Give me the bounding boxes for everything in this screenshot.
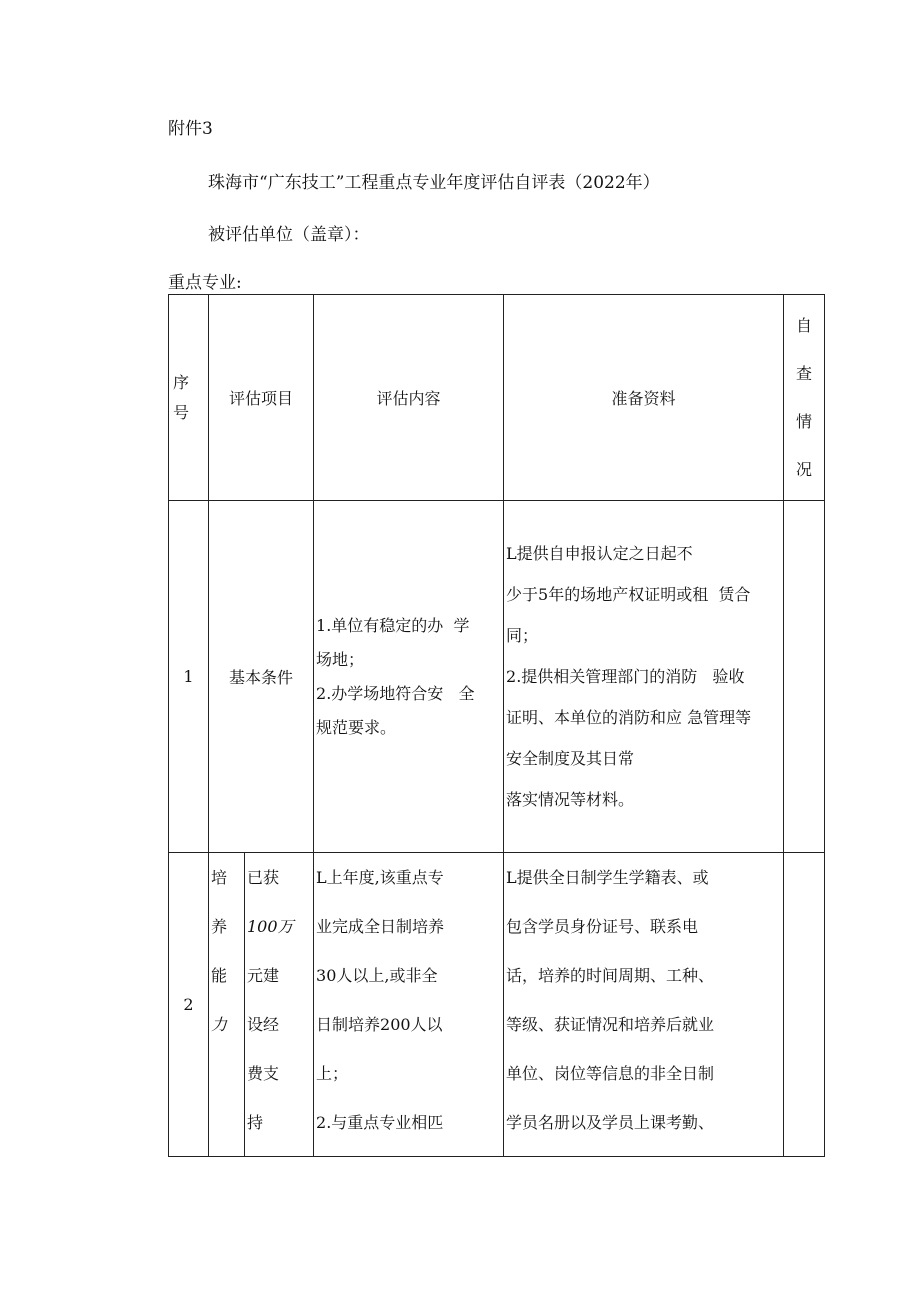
materials-line: 等级、获证情况和培养后就业 bbox=[506, 1015, 715, 1034]
row-self-check-cell bbox=[784, 501, 825, 853]
row-item-main-cell bbox=[209, 853, 245, 1157]
row-materials-cell bbox=[504, 853, 784, 1157]
materials-line: 落实情况等材料。 bbox=[506, 790, 635, 809]
content-line: 2.办学场地符合安 全 bbox=[316, 683, 475, 703]
row-item-sub-cell bbox=[245, 853, 314, 1157]
item-main-char: 培 bbox=[211, 868, 228, 887]
materials-line: 证明、本单位的消防和应 急管理等 bbox=[506, 708, 752, 727]
header-self-check-char: 查 bbox=[796, 363, 813, 383]
header-seq-char: 序 bbox=[173, 372, 190, 392]
item-sub-line: 持 bbox=[247, 1113, 264, 1132]
row-seq-cell bbox=[169, 501, 209, 853]
materials-line: 包含学员身份证号、联系电 bbox=[506, 917, 699, 936]
row-content-cell bbox=[314, 853, 504, 1157]
materials-line: L提供全日制学生学籍表、或 bbox=[506, 868, 709, 887]
header-item-cell bbox=[209, 295, 314, 501]
materials-line: 安全制度及其日常 bbox=[506, 749, 635, 768]
table-header-row bbox=[169, 295, 825, 501]
header-seq-cell bbox=[169, 295, 209, 501]
header-item-text: 评估项目 bbox=[229, 389, 294, 408]
item-main-char: 能 bbox=[211, 966, 228, 985]
item-sub-line: 已获 bbox=[247, 868, 280, 887]
row-content-cell bbox=[314, 501, 504, 853]
header-self-check-char: 况 bbox=[796, 459, 813, 479]
row-seq-cell bbox=[169, 853, 209, 1157]
row-item-cell bbox=[209, 501, 314, 853]
item-sub-line: 费支 bbox=[247, 1064, 280, 1083]
materials-line: 学员名册以及学员上课考勤、 bbox=[506, 1113, 715, 1132]
header-seq-char: 号 bbox=[173, 402, 190, 422]
header-content-text: 评估内容 bbox=[376, 389, 441, 408]
materials-line: 少于5年的场地产权证明或租 赁合 bbox=[506, 585, 751, 604]
header-self-check-char: 情 bbox=[796, 411, 813, 431]
content-line: 日制培养200人以 bbox=[316, 1015, 443, 1034]
content-line: 30人以上,或非全 bbox=[316, 966, 438, 985]
item-main-char: 力 bbox=[211, 1015, 228, 1034]
document-title: 珠海市“广东技工”工程重点专业年度评估自评表（2022年） bbox=[208, 173, 660, 193]
materials-line: 单位、岗位等信息的非全日制 bbox=[506, 1064, 715, 1083]
row-seq: 1 bbox=[183, 667, 194, 686]
materials-line: 同； bbox=[506, 626, 539, 645]
header-materials-cell bbox=[504, 295, 784, 501]
table-row bbox=[169, 501, 825, 853]
header-self-check-char: 自 bbox=[796, 315, 813, 335]
evaluated-unit-label: 被评估单位（盖章）： bbox=[208, 225, 370, 245]
row-materials-cell bbox=[504, 501, 784, 853]
table-row bbox=[169, 853, 825, 1157]
row-self-check-cell bbox=[784, 853, 825, 1157]
content-line: 1.单位有稳定的办 学 bbox=[316, 615, 470, 635]
self-evaluation-table bbox=[168, 294, 825, 1157]
row-item: 基本条件 bbox=[229, 668, 294, 687]
header-self-check-cell bbox=[784, 295, 825, 501]
header-content-cell bbox=[314, 295, 504, 501]
content-line: 业完成全日制培养 bbox=[316, 917, 445, 936]
header-materials-text: 准备资料 bbox=[611, 389, 676, 408]
item-main-char: 养 bbox=[211, 917, 228, 936]
content-line: 规范要求。 bbox=[316, 717, 397, 737]
item-sub-line: 元建 bbox=[247, 966, 280, 985]
key-major-label: 重点专业: bbox=[168, 273, 242, 293]
content-line: 上； bbox=[316, 1064, 349, 1083]
materials-line: L提供自申报认定之日起不 bbox=[506, 544, 693, 563]
row-seq: 2 bbox=[183, 995, 194, 1014]
content-line: L上年度,该重点专 bbox=[316, 868, 444, 887]
materials-line: 话，培养的时间周期、工种、 bbox=[506, 966, 715, 985]
item-sub-line: 设经 bbox=[247, 1015, 280, 1034]
content-line: 2.与重点专业相匹 bbox=[316, 1113, 444, 1132]
item-sub-line: 100万 bbox=[247, 917, 294, 936]
materials-line: 2.提供相关管理部门的消防 验收 bbox=[506, 667, 745, 686]
content-line: 场地； bbox=[316, 649, 365, 669]
attachment-label: 附件3 bbox=[168, 119, 213, 139]
